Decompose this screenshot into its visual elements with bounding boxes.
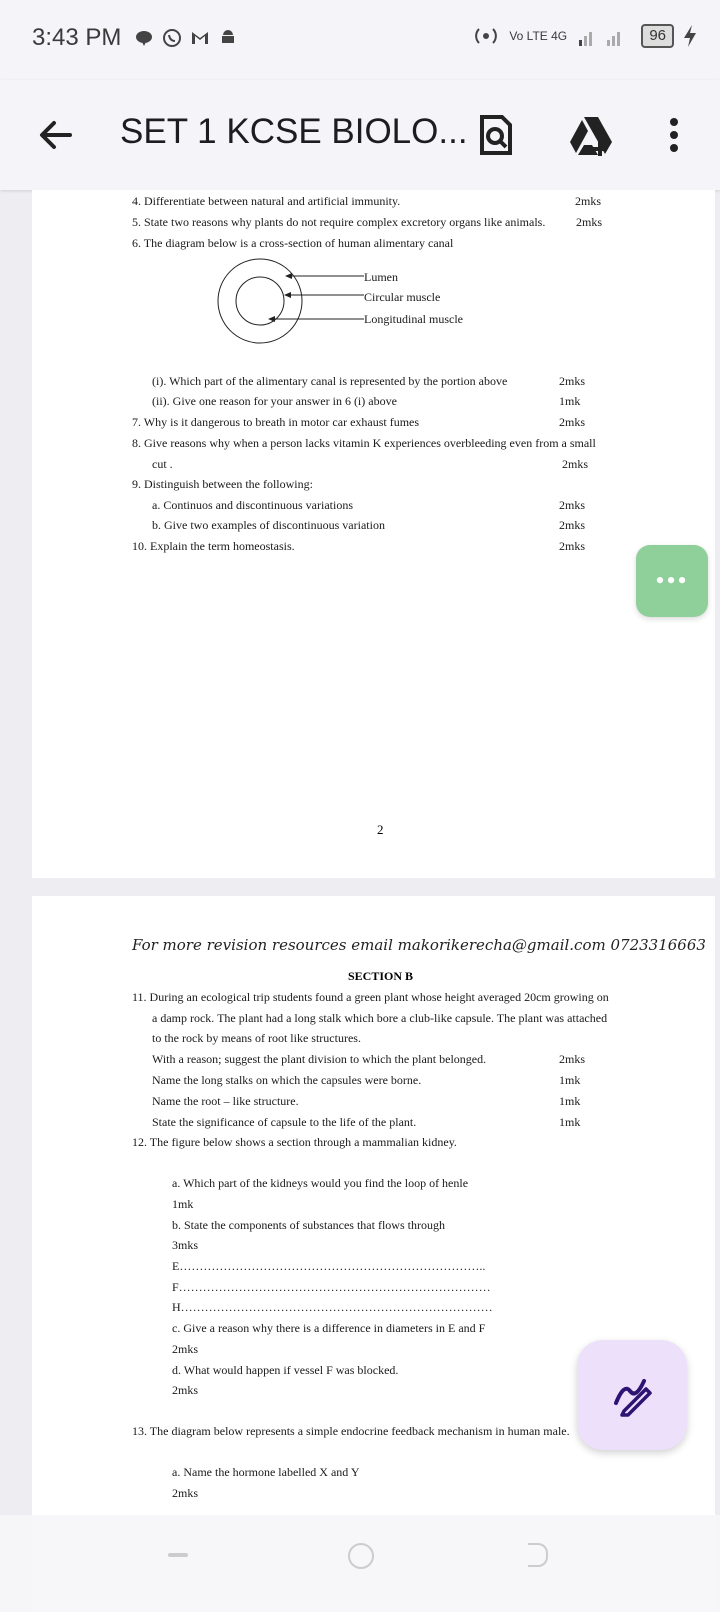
question-9a: a. Continuos and discontinuous variations (152, 498, 353, 512)
question-11d: State the significance of capsule to the life of the plant. (152, 1115, 417, 1129)
question-13a-marks: 2mks (172, 1486, 199, 1500)
question-6: 6. The diagram below is a cross-section of human alimentary canal (132, 236, 454, 250)
question-6ii: (ii). Give one reason for your answer in 6 (i) above (152, 394, 397, 408)
ellipsis-icon: ••• (655, 566, 689, 595)
question-13a: a. Name the hormone labelled X and Y (172, 1465, 360, 1479)
answer-line-h: H…………………………………………………………………… (172, 1300, 493, 1314)
question-12: 12. The figure below shows a section through a mammalian kidney. (132, 1135, 457, 1149)
notification-icons (134, 28, 238, 48)
question-11: 11. During an ecological trip students found a green plant whose height averaged 20cm growing on (132, 990, 609, 1004)
chat-bubble-icon (134, 28, 154, 48)
question-11b-marks: 1mk (559, 1073, 581, 1087)
question-10: 10. Explain the term homeostasis. (132, 539, 295, 553)
question-8-cont: cut . (152, 457, 173, 471)
question-7: 7. Why is it dangerous to breath in motor car exhaust fumes (132, 415, 420, 429)
recents-nav-icon[interactable] (168, 1553, 188, 1557)
question-9b-marks: 2mks (559, 518, 586, 532)
more-vert-icon[interactable] (662, 114, 686, 156)
label-lumen: Lumen (364, 270, 398, 284)
question-12b: b. State the components of substances that flows through (172, 1218, 445, 1232)
edit-annotate-button[interactable] (577, 1340, 687, 1450)
question-4-marks: 2mks (575, 194, 602, 208)
question-8: 8. Give reasons why when a person lacks vitamin K experiences overbleeding even from a small (132, 436, 596, 450)
system-navigation-bar (0, 1515, 720, 1612)
find-in-page-icon[interactable] (474, 114, 516, 156)
answer-line-f: F…………………………………………………………………… (172, 1280, 491, 1294)
question-12a: a. Which part of the kidneys would you find the loop of henle (172, 1176, 469, 1190)
question-11b: Name the long stalks on which the capsules were borne. (152, 1073, 422, 1087)
question-5-marks: 2mks (576, 215, 603, 229)
question-8-marks: 2mks (562, 457, 589, 471)
hotspot-icon (471, 24, 501, 48)
back-nav-icon[interactable] (528, 1543, 548, 1567)
question-11-line3: to the rock by means of root like structures. (152, 1031, 361, 1045)
question-12b-marks: 3mks (172, 1238, 199, 1252)
question-12a-marks: 1mk (172, 1197, 194, 1211)
system-indicators (471, 24, 698, 48)
question-9a-marks: 2mks (559, 498, 586, 512)
question-4: 4. Differentiate between natural and artificial immunity. (132, 194, 401, 208)
charging-icon (682, 24, 698, 48)
signal-icon (577, 24, 633, 48)
status-bar (0, 0, 720, 80)
question-11-line2: a damp rock. The plant had a long stalk which bore a club-like capsule. The plant was attached (152, 1011, 608, 1025)
answer-line-e: E………………………………………………………………….. (172, 1259, 486, 1273)
question-9b: b. Give two examples of discontinuous variation (152, 518, 385, 532)
question-11c-marks: 1mk (559, 1094, 581, 1108)
battery-level: 96 (641, 24, 674, 48)
question-6ii-marks: 1mk (559, 394, 581, 408)
android-icon (218, 28, 238, 48)
question-13: 13. The diagram below represents a simple endocrine feedback mechanism in human male. (132, 1424, 570, 1438)
pdf-page-3 (32, 896, 715, 1612)
label-circular-muscle: Circular muscle (364, 290, 441, 304)
page-number: 2 (377, 822, 384, 837)
network-type: Vo LTE 4G (509, 29, 568, 43)
add-to-drive-icon[interactable] (568, 114, 616, 156)
question-12c-marks: 2mks (172, 1342, 199, 1356)
promo-line: For more revision resources email makorikerecha@gmail.com 0723316663 (132, 936, 706, 954)
question-12d: d. What would happen if vessel F was blocked. (172, 1363, 399, 1377)
whatsapp-icon (162, 28, 182, 48)
more-options-button[interactable] (636, 545, 708, 617)
question-12d-marks: 2mks (172, 1383, 199, 1397)
back-arrow-icon[interactable] (36, 115, 76, 155)
question-12c: c. Give a reason why there is a difference in diameters in E and F (172, 1321, 486, 1335)
label-longitudinal-muscle: Longitudinal muscle (364, 312, 463, 326)
question-9: 9. Distinguish between the following: (132, 477, 313, 491)
question-6i-marks: 2mks (559, 374, 586, 388)
home-nav-icon[interactable] (348, 1543, 374, 1569)
status-time: 3:43 PM (32, 24, 122, 51)
question-5: 5. State two reasons why plants do not require complex excretory organs like animals. (132, 215, 546, 229)
question-10-marks: 2mks (559, 539, 586, 553)
question-11a-marks: 2mks (559, 1052, 586, 1066)
pen-edit-icon (610, 1373, 654, 1417)
question-11d-marks: 1mk (559, 1115, 581, 1129)
question-11a: With a reason; suggest the plant division to which the plant belonged. (152, 1052, 487, 1066)
document-title: SET 1 KCSE BIOLO... (120, 112, 468, 151)
gmail-icon (190, 28, 210, 48)
question-11c: Name the root – like structure. (152, 1094, 299, 1108)
pdf-page-2 (32, 190, 715, 878)
question-6i: (i). Which part of the alimentary canal is represented by the portion above (152, 374, 508, 388)
app-bar (0, 80, 720, 190)
question-7-marks: 2mks (559, 415, 586, 429)
section-heading: SECTION B (348, 969, 414, 983)
